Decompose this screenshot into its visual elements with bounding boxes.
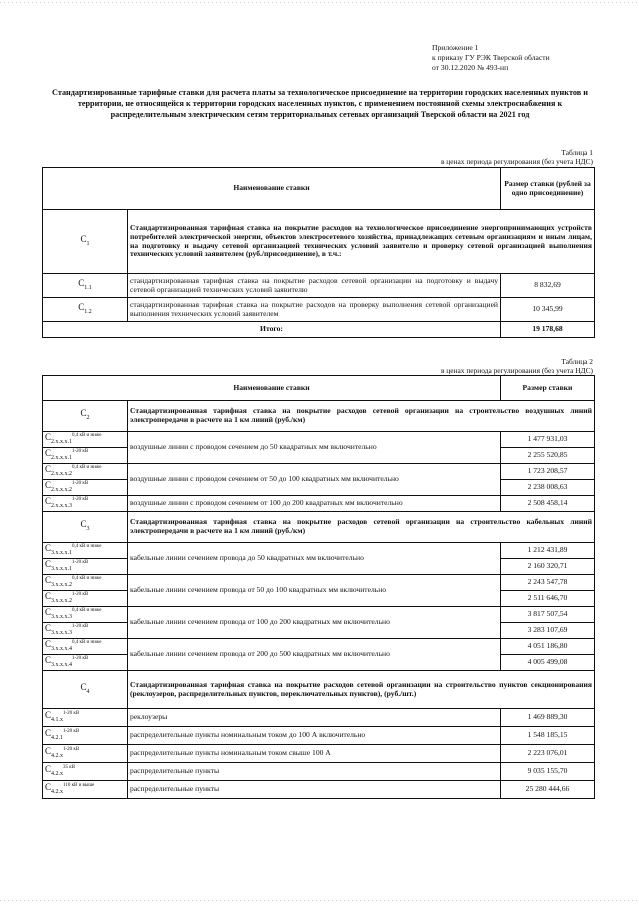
table1-c1-row bbox=[43, 210, 595, 274]
rate-value: 1 548 185,15 bbox=[501, 727, 595, 745]
rate-code: $C_{4.2.х}^{1-20 кВ}$ bbox=[43, 745, 128, 763]
section-row-c2 bbox=[43, 401, 595, 432]
rate-description: реклоузеры bbox=[128, 709, 501, 727]
rate-code: $C_{2.х.х.х.1}^{1-20 кВ}$ bbox=[43, 448, 128, 464]
table-row bbox=[43, 607, 595, 623]
rate-value: 2 160 320,71 bbox=[501, 559, 595, 575]
rate-description: кабельные линии сечением провода от 50 до 100 квадратных мм включительно bbox=[128, 575, 501, 607]
rate-value: 2 508 458,14 bbox=[501, 496, 595, 512]
rate-description: воздушные линии с проводом сечением от 100 до 200 квадратных мм включительно bbox=[128, 496, 501, 512]
rate-code: $C_{3.х.х.х.1}^{0,4 кВ и ниже}$ bbox=[43, 543, 128, 559]
rate-value: 1 469 889,30 bbox=[501, 709, 595, 727]
rate-code: $C_{4.2.1}^{1-20 кВ}$ bbox=[43, 727, 128, 745]
rate-value: 1 723 208,57 bbox=[501, 464, 595, 480]
rate-value: 2 243 547,78 bbox=[501, 575, 595, 591]
section-description: Стандартизированная тарифная ставка на покрытие расходов сетевой организации на строительство воздушных линий электропередачи в расчете на 1 км линий (руб./км) bbox=[128, 401, 595, 432]
rate-code: $C_{3.х.х.х.3}^{0,4 кВ и ниже}$ bbox=[43, 607, 128, 623]
rate-code: $C_{2.х.х.х.1}^{0,4 кВ и ниже}$ bbox=[43, 432, 128, 448]
table2-header-name: Наименование ставки bbox=[43, 376, 501, 401]
rate-description: кабельные линии сечением провода от 100 до 200 квадратных мм включительно bbox=[128, 607, 501, 639]
table-row bbox=[43, 727, 595, 745]
table2-note: в ценах периода регулирования (без учета НДС) bbox=[440, 366, 593, 375]
table1-header-row bbox=[43, 168, 595, 210]
rate-value: 2 255 520,85 bbox=[501, 448, 595, 464]
rate-value: 4 005 499,08 bbox=[501, 655, 595, 671]
table1-label: Таблица 1 bbox=[561, 148, 593, 157]
section-description: Стандартизированная тарифная ставка на покрытие расходов сетевой организации на строительство кабельных линий электропередачи в расчете на 1 км линий (руб./км) bbox=[128, 512, 595, 543]
rate-value: 2 511 646,70 bbox=[501, 591, 595, 607]
rate-code: $C_{2.х.х.х.2}^{1-20 кВ}$ bbox=[43, 480, 128, 496]
total-label: Итого: bbox=[43, 322, 501, 338]
table-row bbox=[43, 763, 595, 781]
table-row bbox=[43, 781, 595, 799]
table-row bbox=[43, 274, 595, 298]
table-row bbox=[43, 745, 595, 763]
appendix-block bbox=[432, 43, 550, 73]
rate-description: распределительные пункты bbox=[128, 763, 501, 781]
rate-value: 25 280 444,66 bbox=[501, 781, 595, 799]
rate-code: $C_{2.х.х.х.2}^{0,4 кВ и ниже}$ bbox=[43, 464, 128, 480]
document-title: Стандартизированные тарифные ставки для расчета платы за технологическое присоединение на территории городских населенных пунктов и территории, не относящейся к территории городских населенных пунктов, с применением постоянной схемы электроснабжения к распределительным электрическим сетям территориальных сетевых организаций Тверской области на 2021 год bbox=[52, 88, 588, 120]
rate-code: $C_{4.2.х}^{35 кВ}$ bbox=[43, 763, 128, 781]
rate-value: 1 212 431,89 bbox=[501, 543, 595, 559]
rate-value: 10 345,99 bbox=[501, 298, 595, 322]
section-row-c4 bbox=[43, 671, 595, 709]
rate-value: 3 817 507,54 bbox=[501, 607, 595, 623]
rate-code: $C_{4.1.х}^{1-20 кВ}$ bbox=[43, 709, 128, 727]
rate-code: $C_{3.х.х.х.2}^{1-20 кВ}$ bbox=[43, 591, 128, 607]
section-row-c3 bbox=[43, 512, 595, 543]
rate-description: воздушные линии с проводом сечением от 50 до 100 квадратных мм включительно bbox=[128, 464, 501, 496]
rate-description: кабельные линии сечением провода до 50 квадратных мм включительно bbox=[128, 543, 501, 575]
table2-header-row bbox=[43, 376, 595, 401]
rate-code: $C_{3.х.х.х.1}^{1-20 кВ}$ bbox=[43, 559, 128, 575]
rate-description: стандартизированная тарифная ставка на покрытие расходов на проверку выполнения сетевой организацией выполнения технических условий заявителем bbox=[128, 298, 501, 322]
rate-value: 9 035 155,70 bbox=[501, 763, 595, 781]
table1-note: в ценах периода регулирования (без учета НДС) bbox=[440, 157, 593, 166]
rate-description: кабельные линии сечением провода от 200 до 500 квадратных мм включительно bbox=[128, 639, 501, 671]
table1 bbox=[42, 167, 595, 338]
rate-code: $C_{3.х.х.х.3}^{1-20 кВ}$ bbox=[43, 623, 128, 639]
rate-value: 8 832,69 bbox=[501, 274, 595, 298]
section-description: Стандартизированная тарифная ставка на покрытие расходов сетевой организации на строительство пунктов секционирования (реклоузеров, распределительных пунктов, переключательных пунктов), (руб./шт.) bbox=[128, 671, 595, 709]
scan-artifact-bottom bbox=[0, 900, 639, 901]
rate-description: распределительные пункты номинальным током до 100 А включительно bbox=[128, 727, 501, 745]
table2-header-size: Размер ставки bbox=[501, 376, 595, 401]
rate-value: 1 477 931,03 bbox=[501, 432, 595, 448]
table-row bbox=[43, 639, 595, 655]
table-row bbox=[43, 496, 595, 512]
rate-value: 4 051 186,80 bbox=[501, 639, 595, 655]
rate-code-c2: $C_2$ bbox=[43, 401, 128, 432]
table1-header-size: Размер ставки (рублей за одно присоединение) bbox=[501, 168, 595, 210]
rate-description: воздушные линии с проводом сечением до 50 квадратных мм включительно bbox=[128, 432, 501, 464]
rate-code-c3: $C_3$ bbox=[43, 512, 128, 543]
table-row bbox=[43, 543, 595, 559]
rate-value: 3 283 107,69 bbox=[501, 623, 595, 639]
rate-value: 2 223 076,01 bbox=[501, 745, 595, 763]
rate-code: $C_{3.х.х.х.4}^{1-20 кВ}$ bbox=[43, 655, 128, 671]
rate-description: распределительные пункты bbox=[128, 781, 501, 799]
appendix-line: к приказу ГУ РЭК Тверской области bbox=[432, 53, 550, 62]
scan-artifact-top bbox=[0, 2, 639, 3]
table-row bbox=[43, 432, 595, 448]
table-row bbox=[43, 575, 595, 591]
rate-code: $C_{2.х.х.х.3}^{1-20 кВ}$ bbox=[43, 496, 128, 512]
table1-header-name: Наименование ставки bbox=[43, 168, 501, 210]
rate-description: стандартизированная тарифная ставка на покрытие расходов сетевой организации на подготовку и выдачу сетевой организацией технических условий заявителю bbox=[128, 274, 501, 298]
rate-code-c4: $C_4$ bbox=[43, 671, 128, 709]
rate-c1-description: Стандартизированная тарифная ставка на покрытие расходов на технологическое присоединение энергопринимающих устройств потребителей электрической энергии, объектов электросетевого хозяйства, принадлежащих сетевым организациям и иным лицам, на подготовку и выдачу сетевой организацией технических условий заявителю и проверку сетевой организацией выполнения технических условий заявителем (руб./присоединение), в т.ч.: bbox=[128, 210, 595, 274]
rate-code: $C_{3.х.х.х.2}^{0,4 кВ и ниже}$ bbox=[43, 575, 128, 591]
rate-code: $C_{3.х.х.х.4}^{0,4 кВ и ниже}$ bbox=[43, 639, 128, 655]
total-value: 19 178,68 bbox=[501, 322, 595, 338]
table2 bbox=[42, 375, 595, 799]
appendix-line: Приложение 1 bbox=[432, 43, 479, 52]
rate-code: $C_{1.1}$ bbox=[43, 274, 128, 298]
table2-label: Таблица 2 bbox=[561, 357, 593, 366]
table1-total-row bbox=[43, 322, 595, 338]
rate-code: $C_{1.2}$ bbox=[43, 298, 128, 322]
table-row bbox=[43, 709, 595, 727]
table-row bbox=[43, 298, 595, 322]
rate-code-c1: $C_1$ bbox=[43, 210, 128, 274]
rate-code: $C_{4.2.х}^{110 кВ и выше}$ bbox=[43, 781, 128, 799]
rate-value: 2 238 008,63 bbox=[501, 480, 595, 496]
appendix-line: от 30.12.2020 № 493-нп bbox=[432, 63, 509, 72]
table-row bbox=[43, 464, 595, 480]
rate-description: распределительные пункты номинальным током свыше 100 А bbox=[128, 745, 501, 763]
